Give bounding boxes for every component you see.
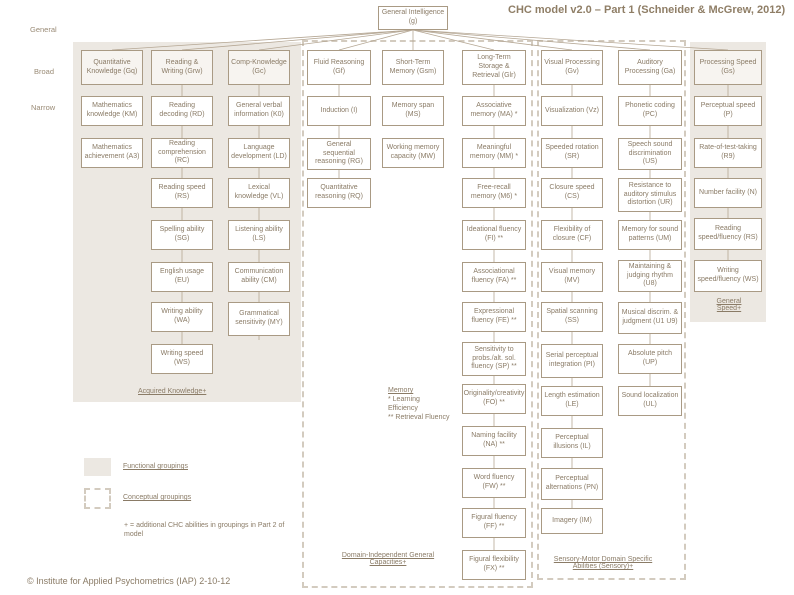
acquired-knowledge-link[interactable]: Acquired Knowledge+: [138, 388, 207, 395]
narrow-node: Figural fluency (FF) **: [462, 508, 526, 538]
narrow-node: General verbal information (K0): [228, 96, 290, 126]
narrow-node: Phonetic coding (PC): [618, 96, 682, 126]
narrow-node: Induction (I): [307, 96, 371, 126]
broad-node-glr: Long-Term Storage & Retrieval (Glr): [462, 50, 526, 85]
narrow-node: Meaningful memory (MM) *: [462, 138, 526, 168]
narrow-node: Word fluency (FW) **: [462, 468, 526, 498]
broad-node-grw: Reading & Writing (Grw): [151, 50, 213, 85]
narrow-node: Spatial scanning (SS): [541, 302, 603, 332]
narrow-node: Working memory capacity (MW): [382, 138, 444, 168]
legend-conceptual-swatch: [84, 488, 111, 509]
memory-note-title: Memory: [388, 387, 414, 394]
narrow-node: Mathematics achievement (A3): [81, 138, 143, 168]
legend-functional-label: Functional groupings: [123, 463, 188, 470]
broad-node-gsm: Short-Term Memory (Gsm): [382, 50, 444, 85]
narrow-node: Communication ability (CM): [228, 262, 290, 292]
narrow-node: General sequential reasoning (RG): [307, 138, 371, 170]
narrow-node: Writing ability (WA): [151, 302, 213, 332]
narrow-node: Speech sound discrimination (US): [618, 138, 682, 170]
general-intelligence-node: General Intelligence (g): [378, 6, 448, 30]
narrow-node: Expressional fluency (FE) **: [462, 302, 526, 332]
diagram-title: CHC model v2.0 – Part 1 (Schneider & McGrew, 2012): [508, 4, 786, 16]
legend-conceptual-label: Conceptual groupings: [123, 494, 192, 501]
row-label-general: General: [30, 25, 57, 34]
broad-node-gv: Visual Processing (Gv): [541, 50, 603, 85]
broad-node-gc: Comp-Knowledge (Gc): [228, 50, 290, 85]
narrow-node: Quantitative reasoning (RQ): [307, 178, 371, 208]
narrow-node: Musical discrim. & judgment (U1 U9): [618, 302, 682, 334]
memory-note: [388, 386, 450, 422]
broad-node-gf: Fluid Reasoning (Gf): [307, 50, 371, 85]
memory-note-learning: * Learning Efficiency: [388, 396, 420, 413]
copyright: © Institute for Applied Psychometrics (IAP) 2-10-12: [27, 576, 231, 586]
narrow-node: Reading speed/fluency (RS): [694, 218, 762, 250]
narrow-node: Writing speed/fluency (WS): [694, 260, 762, 292]
narrow-node: Number facility (N): [694, 178, 762, 208]
row-label-broad: Broad: [34, 67, 55, 76]
narrow-node: Lexical knowledge (VL): [228, 178, 290, 208]
narrow-node: Reading decoding (RD): [151, 96, 213, 126]
narrow-node: English usage (EU): [151, 262, 213, 292]
narrow-node: Listening ability (LS): [228, 220, 290, 250]
narrow-node: Visual memory (MV): [541, 262, 603, 292]
narrow-node: Reading comprehension (RC): [151, 138, 213, 168]
narrow-node: Absolute pitch (UP): [618, 344, 682, 374]
legend-functional-swatch: [84, 458, 111, 476]
narrow-node: Reading speed (RS): [151, 178, 213, 208]
narrow-node: Associative memory (MA) *: [462, 96, 526, 126]
narrow-node: Imagery (IM): [541, 508, 603, 534]
narrow-node: Associational fluency (FA) **: [462, 262, 526, 292]
sensory-motor-link[interactable]: Sensory-Motor Domain Specific Abilities (Sensory)+: [553, 556, 653, 570]
memory-note-retrieval: ** Retrieval Fluency: [388, 414, 450, 422]
narrow-node: Maintaining & judging rhythm (U8): [618, 260, 682, 292]
narrow-node: Length estimation (LE): [541, 386, 603, 416]
narrow-node: Language development (LD): [228, 138, 290, 168]
narrow-node: Perceptual illusions (IL): [541, 428, 603, 458]
row-label-narrow: Narrow: [31, 103, 56, 112]
broad-node-ga: Auditory Processing (Ga): [618, 50, 682, 85]
narrow-node: Free-recall memory (M6) *: [462, 178, 526, 208]
narrow-node: Perceptual speed (P): [694, 96, 762, 126]
narrow-node: Writing speed (WS): [151, 344, 213, 374]
narrow-node: Memory span (MS): [382, 96, 444, 126]
narrow-node: Originality/creativity (FO) **: [462, 384, 526, 414]
narrow-node: Spelling ability (SG): [151, 220, 213, 250]
narrow-node: Rate-of-test-taking (R9): [694, 138, 762, 168]
broad-node-gq: Quantitative Knowledge (Gq): [81, 50, 143, 85]
broad-node-gs: Processing Speed (Gs): [694, 50, 762, 85]
narrow-node: Closure speed (CS): [541, 178, 603, 208]
narrow-node: Grammatical sensitivity (MY): [228, 302, 290, 336]
narrow-node: Serial perceptual integration (PI): [541, 344, 603, 378]
narrow-node: Naming facility (NA) **: [462, 426, 526, 456]
narrow-node: Memory for sound patterns (UM): [618, 220, 682, 250]
narrow-node: Speeded rotation (SR): [541, 138, 603, 168]
domain-independent-link[interactable]: Domain-Independent General Capacities+: [341, 552, 435, 566]
narrow-node: Sound localization (UL): [618, 386, 682, 416]
narrow-node: Visualization (Vz): [541, 96, 603, 126]
general-speed-link[interactable]: General Speed+: [716, 298, 742, 312]
legend-plus-note: + = additional CHC abilities in groupings in Part 2 of model: [124, 522, 285, 539]
narrow-node: Perceptual alternations (PN): [541, 468, 603, 500]
narrow-node: Sensitivity to probs./alt. sol. fluency (SP) **: [462, 342, 526, 376]
narrow-node: Ideational fluency (FI) **: [462, 220, 526, 250]
narrow-node: Mathematics knowledge (KM): [81, 96, 143, 126]
narrow-node: Figural flexibility (FX) **: [462, 550, 526, 580]
narrow-node: Flexibility of closure (CF): [541, 220, 603, 250]
narrow-node: Resistance to auditory stimulus distortion (UR): [618, 178, 682, 212]
